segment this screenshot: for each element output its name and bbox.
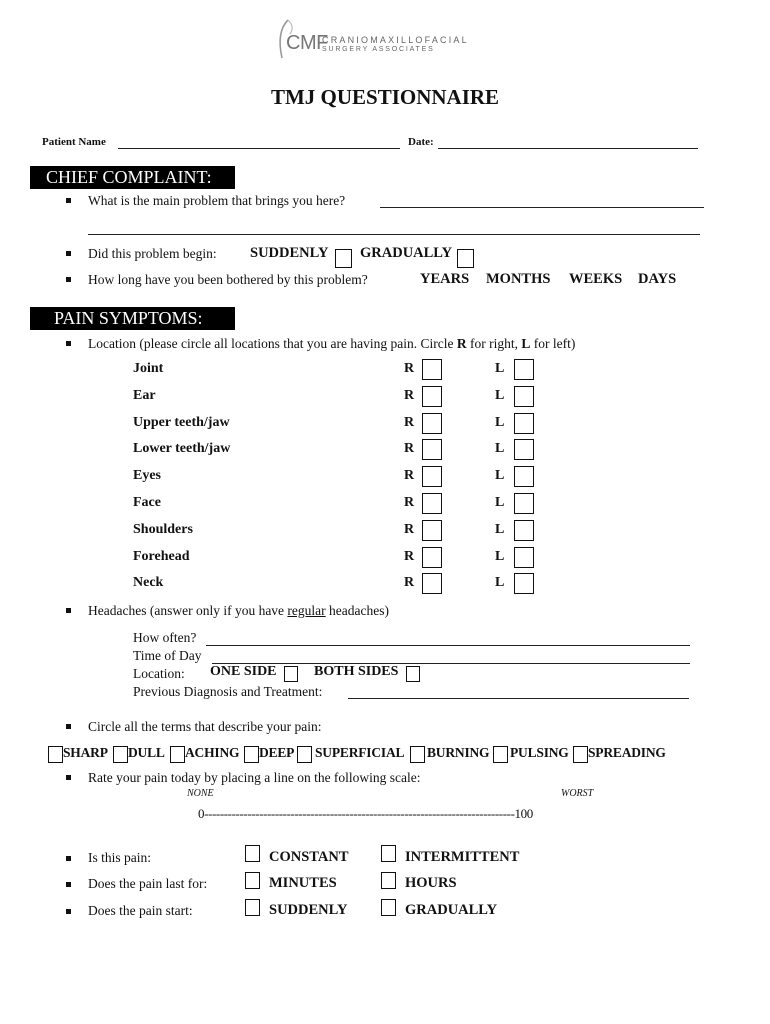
pain-term-label: PULSING [510, 745, 569, 760]
right-label: R [404, 522, 415, 537]
cmf-logo [272, 18, 492, 68]
logo-line2: SURGERY ASSOCIATES [322, 46, 435, 53]
headaches-question: Headaches (answer only if you have regular headaches) [88, 603, 389, 618]
how-long-question: How long have you been bothered by this problem? [88, 272, 368, 287]
bullet [66, 277, 71, 282]
chief-complaint-heading: CHIEF COMPLAINT: [30, 166, 235, 189]
how-often-label: How often? [133, 630, 197, 645]
pain-term-checkbox[interactable] [170, 746, 185, 763]
right-label: R [404, 415, 415, 430]
location-label: Eyes [133, 468, 161, 483]
location-5-right-checkbox[interactable] [422, 493, 442, 514]
location-label: Lower teeth/jaw [133, 441, 231, 456]
location-label: Forehead [133, 549, 190, 564]
how-long-weeks[interactable]: WEEKS [569, 271, 623, 287]
location-label: Ear [133, 388, 156, 403]
right-label: R [404, 468, 415, 483]
previous-diagnosis-field[interactable] [348, 698, 689, 699]
rate-pain-question: Rate your pain today by placing a line on the following scale: [88, 770, 421, 785]
begin-question: Did this problem begin: [88, 246, 217, 261]
hours-checkbox[interactable] [381, 872, 396, 889]
both-sides-checkbox[interactable] [406, 666, 420, 682]
left-label: L [495, 388, 505, 403]
scale-none-label: NONE [187, 788, 214, 799]
minutes-label: MINUTES [269, 875, 337, 891]
both-sides-label: BOTH SIDES [314, 664, 399, 679]
pain-term-label: SPREADING [588, 745, 666, 760]
location-7-left-checkbox[interactable] [514, 547, 534, 568]
one-side-checkbox[interactable] [284, 666, 298, 682]
bullet [66, 724, 71, 729]
bullet [66, 608, 71, 613]
pain-symptoms-heading: PAIN SYMPTOMS: [30, 307, 235, 330]
pain-term-checkbox[interactable] [113, 746, 128, 763]
bullet [66, 775, 71, 780]
patient-name-label: Patient Name [42, 136, 106, 148]
time-of-day-field[interactable] [212, 663, 690, 664]
begin-option-gradually: GRADUALLY [360, 245, 453, 261]
location-label: Neck [133, 575, 164, 590]
right-label: R [404, 495, 415, 510]
location-6-right-checkbox[interactable] [422, 520, 442, 541]
pain-term-checkbox[interactable] [493, 746, 508, 763]
right-label: R [404, 549, 415, 564]
start-suddenly-checkbox[interactable] [245, 899, 260, 916]
pain-term-checkbox[interactable] [48, 746, 63, 763]
start-gradually-label: GRADUALLY [405, 902, 498, 918]
pain-term-checkbox[interactable] [297, 746, 312, 763]
pain-term-label: BURNING [427, 745, 490, 760]
patient-name-field[interactable] [118, 148, 400, 149]
scale-worst-label: WORST [561, 788, 594, 799]
previous-diagnosis-label: Previous Diagnosis and Treatment: [133, 684, 323, 699]
constant-checkbox[interactable] [245, 845, 260, 862]
location-5-left-checkbox[interactable] [514, 493, 534, 514]
right-label: R [404, 361, 415, 376]
pain-start-question: Does the pain start: [88, 903, 193, 918]
date-field[interactable] [438, 148, 698, 149]
bullet [66, 909, 71, 914]
location-2-left-checkbox[interactable] [514, 413, 534, 434]
location-label: Joint [133, 361, 164, 376]
left-label: L [495, 575, 505, 590]
location-4-right-checkbox[interactable] [422, 466, 442, 487]
pain-term-label: SUPERFICIAL [315, 745, 405, 760]
begin-option-suddenly: SUDDENLY [250, 245, 329, 261]
location-3-left-checkbox[interactable] [514, 439, 534, 460]
circle-terms-question: Circle all the terms that describe your pain: [88, 719, 322, 734]
how-often-field[interactable] [206, 645, 690, 646]
location-8-left-checkbox[interactable] [514, 573, 534, 594]
left-label: L [495, 468, 505, 483]
location-6-left-checkbox[interactable] [514, 520, 534, 541]
pain-term-checkbox[interactable] [573, 746, 588, 763]
start-gradually-checkbox[interactable] [381, 899, 396, 916]
pain-term-checkbox[interactable] [410, 746, 425, 763]
how-long-days[interactable]: DAYS [638, 271, 677, 287]
location-3-right-checkbox[interactable] [422, 439, 442, 460]
bullet [66, 341, 71, 346]
location-0-left-checkbox[interactable] [514, 359, 534, 380]
time-of-day-label: Time of Day [133, 648, 202, 663]
location-label: Face [133, 495, 161, 510]
bullet [66, 251, 71, 256]
main-problem-field[interactable] [380, 207, 704, 208]
pain-term-checkbox[interactable] [244, 746, 259, 763]
constant-label: CONSTANT [269, 849, 349, 865]
one-side-label: ONE SIDE [210, 664, 277, 679]
left-label: L [495, 361, 505, 376]
location-label: Shoulders [133, 522, 193, 537]
location-7-right-checkbox[interactable] [422, 547, 442, 568]
right-label: R [404, 388, 415, 403]
left-label: L [495, 441, 505, 456]
main-problem-question: What is the main problem that brings you here? [88, 193, 346, 208]
pain-term-label: SHARP [63, 745, 108, 760]
location-4-left-checkbox[interactable] [514, 466, 534, 487]
main-problem-field-2[interactable] [88, 234, 700, 235]
left-label: L [495, 495, 505, 510]
last-for-question: Does the pain last for: [88, 876, 208, 891]
hours-label: HOURS [405, 875, 457, 891]
headache-location-label: Location: [133, 666, 185, 681]
right-label: R [404, 441, 415, 456]
location-2-right-checkbox[interactable] [422, 413, 442, 434]
left-label: L [495, 522, 505, 537]
bullet [66, 198, 71, 203]
left-label: L [495, 549, 505, 564]
logo-line1: CRANIOMAXILLOFACIAL [322, 35, 469, 45]
location-label: Upper teeth/jaw [133, 415, 230, 430]
pain-term-label: DULL [128, 745, 165, 760]
page-title: TMJ QUESTIONNAIRE [270, 85, 500, 109]
how-long-months[interactable]: MONTHS [486, 271, 551, 287]
logo-mark-text: CMF [286, 32, 328, 54]
location-instructions: Location (please circle all locations that you are having pain. Circle R for right, L for left) [88, 336, 576, 351]
pain-scale[interactable]: 0-------------------------------------------------------------------------------100 [198, 806, 533, 821]
how-long-years[interactable]: YEARS [420, 271, 470, 287]
minutes-checkbox[interactable] [245, 872, 260, 889]
begin-gradually-checkbox[interactable] [457, 249, 474, 268]
begin-suddenly-checkbox[interactable] [335, 249, 352, 268]
location-1-right-checkbox[interactable] [422, 386, 442, 407]
pain-term-label: DEEP [259, 745, 295, 760]
location-8-right-checkbox[interactable] [422, 573, 442, 594]
intermittent-checkbox[interactable] [381, 845, 396, 862]
bullet [66, 856, 71, 861]
start-suddenly-label: SUDDENLY [269, 902, 348, 918]
intermittent-label: INTERMITTENT [405, 849, 520, 865]
location-0-right-checkbox[interactable] [422, 359, 442, 380]
location-1-left-checkbox[interactable] [514, 386, 534, 407]
is-this-pain-question: Is this pain: [88, 850, 151, 865]
bullet [66, 882, 71, 887]
pain-term-label: ACHING [185, 745, 240, 760]
right-label: R [404, 575, 415, 590]
date-label: Date: [408, 136, 434, 148]
left-label: L [495, 415, 505, 430]
